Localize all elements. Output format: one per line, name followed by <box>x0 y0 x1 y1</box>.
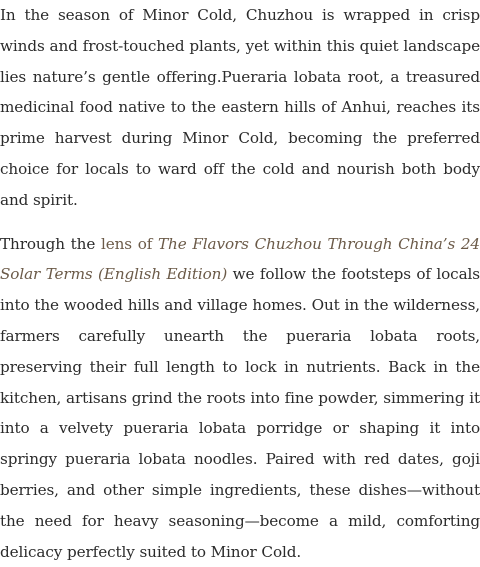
paragraph-book-description <box>0 229 480 567</box>
paragraph-intro-text: Through the <box>0 234 101 253</box>
paragraph-minor-cold-intro: In the season of Minor Cold, Chuzhou is wrapped in crisp winds and frost-touched plants, yet within this quiet landscape lies nature’s gentle offering.Pueraria lobata root, a treasured medicinal food native to the eastern hills of Anhui, reaches its prime harvest during Minor Cold, becoming the preferred choice for locals to ward off the cold and nourish both body and spirit. <box>0 6 480 209</box>
paragraph-body-text: we follow the footsteps of locals into the wooded hills and village homes. Out in the wilderness, farmers carefully unearth the pueraria lobata roots, preserving their full length to lock in nutrients. Back in the kitchen, artisans grind the roots into fine powder, simmering it into a velvety pueraria lobata porridge or shaping it into springy pueraria lobata noodles. Paired with red dates, goji berries, and other simple ingredients, these dishes—without the need for heavy seasoning—become a mild, comforting delicacy perfectly suited to Minor Cold. <box>0 265 480 561</box>
lens-of-text: lens of <box>100 234 158 253</box>
book-title: The Flavors Chuzhou Through China’s 24 Solar Terms (English Edition) <box>0 234 480 284</box>
